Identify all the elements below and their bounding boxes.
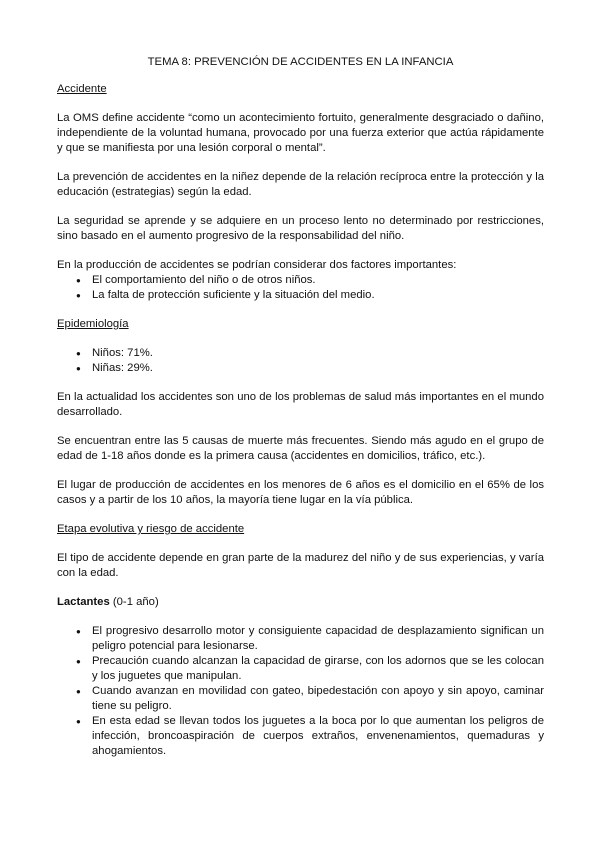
document-page [57, 55, 544, 773]
lactantes-age: (0-1 año) [109, 596, 159, 608]
section-heading-accidente: Accidente [57, 83, 107, 95]
paragraph-prevention: La prevención de accidentes en la niñez depende de la relación recíproca entre la protección y la educación (estrategias) según la edad. [57, 171, 544, 198]
subheading-lactantes [57, 595, 544, 610]
list-item: ● El progresivo desarrollo motor y consiguiente capacidad de desplazamiento significan un peligro potencial para lesionarse. [57, 624, 544, 654]
paragraph-health-problem: En la actualidad los accidentes son uno de los problemas de salud más importantes en el mundo desarrollado. [57, 391, 544, 418]
section-heading-epidemiologia: Epidemiología [57, 318, 129, 330]
paragraph-accident-type: El tipo de accidente depende en gran parte de la madurez del niño y de sus experiencias, y varía con la edad. [57, 552, 544, 579]
factors-list [57, 273, 544, 303]
list-item: ● Precaución cuando alcanzan la capacidad de girarse, con los adornos que se les colocan y los juguetes que manipulan. [57, 654, 544, 684]
section-heading-etapa: Etapa evolutiva y riesgo de accidente [57, 523, 245, 535]
paragraph-accident-location: El lugar de producción de accidentes en los menores de 6 años es el domicilio en el 65% de los casos y a partir de los 10 años, la mayoría tiene lugar en la vía pública. [57, 479, 544, 506]
page-title: TEMA 8: PREVENCIÓN DE ACCIDENTES EN LA INFANCIA [147, 56, 454, 68]
lactantes-list [57, 624, 544, 759]
paragraph-safety-learning: La seguridad se aprende y se adquiere en un proceso lento no determinado por restricciones, sino basado en el aumento progresivo de la responsabilidad del niño. [57, 215, 544, 242]
list-item: ● Cuando avanzan en movilidad con gateo, bipedestación con apoyo y sin apoyo, caminar tiene su peligro. [57, 684, 544, 714]
stats-list [57, 346, 544, 376]
list-item: ● Niños: 71%. [57, 346, 544, 361]
paragraph-factors-intro: En la producción de accidentes se podrían considerar dos factores importantes: [57, 259, 457, 271]
paragraph-causes-of-death: Se encuentran entre las 5 causas de muerte más frecuentes. Siendo más agudo en el grupo de edad de 1-18 años donde es la primera causa (accidentes en domicilios, tráfico, etc.). [57, 435, 544, 462]
list-item: ● Niñas: 29%. [57, 361, 544, 376]
list-item: ● En esta edad se llevan todos los juguetes a la boca por lo que aumentan los peligros de infección, broncoaspiración de cuerpos extraños, envenenamientos, quemaduras y ahogamientos. [57, 714, 544, 759]
lactantes-label: Lactantes [57, 596, 110, 608]
list-item: ● El comportamiento del niño o de otros niños. [57, 273, 544, 288]
list-item: ● La falta de protección suficiente y la situación del medio. [57, 288, 544, 303]
paragraph-oms-definition: La OMS define accidente “como un acontecimiento fortuito, generalmente desgraciado o dañino, independiente de la voluntad humana, provocado por una fuerza exterior que actúa rápidamente y que se manifiesta por una lesión corporal o mental”. [57, 112, 544, 154]
